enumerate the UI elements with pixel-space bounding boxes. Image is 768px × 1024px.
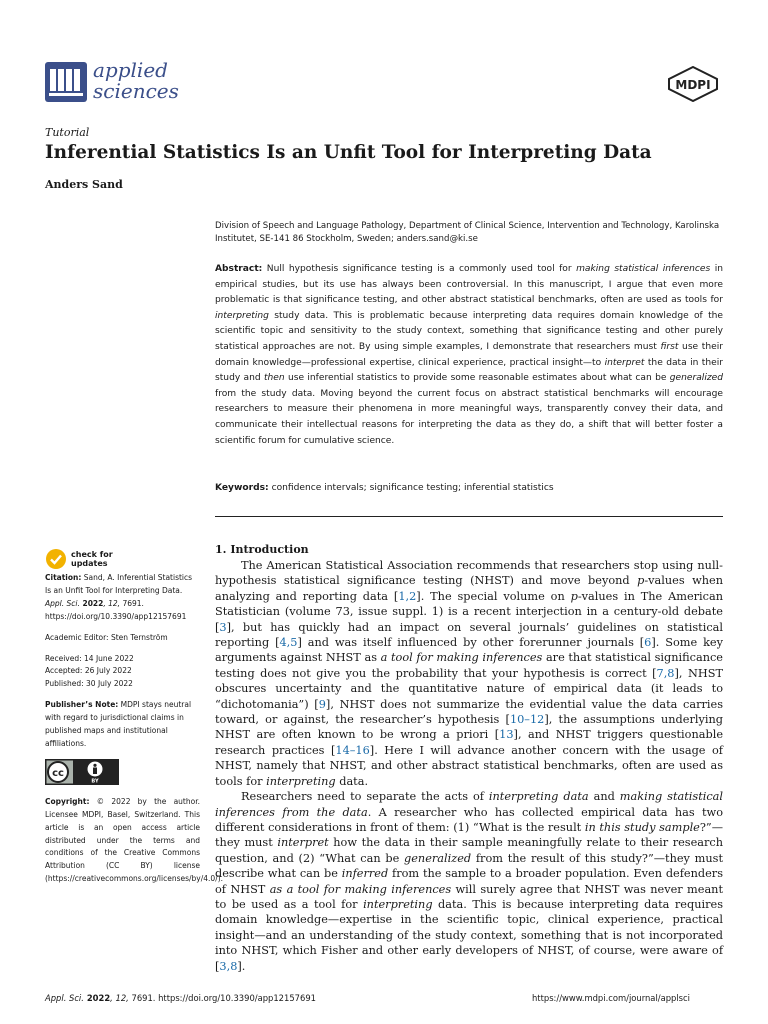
article-type: Tutorial — [45, 126, 90, 139]
paragraph-text: ], NHST does not summarize the evidential value the data carries toward, or against, the researcher’s hypothesis [ — [215, 697, 724, 727]
footer-doi[interactable]: 7691. https://doi.org/10.3390/app12157691 — [128, 993, 316, 1003]
reference-link[interactable]: 10–12 — [509, 713, 545, 727]
author-name: Anders Sand — [45, 178, 123, 191]
body-text — [215, 558, 723, 974]
copyright-label: Copyright: — [45, 796, 90, 806]
paragraph-text: ], and NHST triggers questionable research practices [ — [215, 728, 724, 757]
emphasis: p — [570, 589, 578, 603]
journal-name-line1: applied — [93, 58, 168, 82]
abstract-text: Null hypothesis significance testing is a commonly used tool for — [262, 264, 577, 274]
abstract-emphasis: interpret — [604, 357, 645, 368]
journal-name-line2: sciences — [93, 79, 179, 103]
copyright-notice — [45, 796, 224, 886]
paragraph-text: how the data in their sample meaningfully relate to their research question, and (2) “What can be — [215, 836, 723, 865]
reference-link[interactable]: 4,5 — [279, 636, 298, 650]
footer-volume: , 12, — [110, 993, 129, 1003]
accepted-date: Accepted: 26 July 2022 — [45, 666, 132, 676]
paragraph-text: ]. The special volume on — [416, 589, 571, 603]
emphasis: p — [637, 574, 645, 588]
citation-volume: , 12, — [103, 598, 121, 608]
abstract-emphasis: generalized — [669, 373, 723, 384]
journal-name — [93, 60, 179, 102]
footer-year: 2022 — [83, 993, 111, 1003]
abstract-text: in empirical studies, but its use has always been controversial. In this manuscript, I argue that even more problematic is that significance testing, and other abstract statistical benchmarks, often are used as tools for — [215, 264, 723, 306]
paragraph-text: ]. — [237, 959, 246, 973]
paragraph-text: Researchers need to separate the acts of — [241, 790, 489, 804]
journal-icon — [45, 62, 87, 102]
abstract-text: use inferential statistics to provide some reasonable estimates about what can be — [284, 373, 670, 384]
section-heading: 1. Introduction — [215, 543, 309, 556]
paragraph-text: ]. Some key arguments against NHST as — [215, 636, 723, 665]
received-date: Received: 14 June 2022 — [45, 653, 134, 663]
abstract-text: use their domain knowledge—professional expertise, clinical experience, practical insight—to — [215, 341, 723, 368]
abstract — [215, 262, 723, 449]
abstract-label: Abstract: — [215, 264, 263, 274]
publisher-note-text: MDPI stays neutral with regard to jurisdictional claims in published maps and institutional affiliations. — [45, 700, 192, 748]
paragraph-text: are that statistical significance testing does not give you the probability that your hypothesis is correct [ — [215, 651, 723, 680]
reference-link[interactable]: 3 — [219, 620, 227, 634]
sidebar — [45, 548, 224, 886]
paragraph-text: -values in The American Statistician (volume 73, issue suppl. 1) is a recent interjection in a century-old debate [ — [215, 589, 724, 634]
abstract-text: study data. This is problematic because interpreting data requires domain knowledge of the scientific topic and sensitivity to the study context, something that significance testing and other purely statistical approaches are not. By using simple examples, I demonstrate that researchers must — [215, 310, 723, 352]
divider — [215, 516, 723, 517]
footer-journal: Appl. Sci. — [45, 993, 84, 1003]
abstract-text: the data in their study and — [215, 357, 723, 384]
publisher-note-label: Publisher’s Note: — [45, 700, 119, 710]
paragraph-text: -values when analyzing and reporting data [ — [215, 574, 723, 603]
paragraph-text: from the sample to a broader population. Even defenders of NHST — [215, 867, 723, 896]
paragraph-text: ] and was itself influenced by other forerunner journals [ — [297, 636, 645, 650]
emphasis: interpreting — [266, 774, 336, 788]
abstract-emphasis: then — [263, 373, 285, 384]
emphasis: interpret — [277, 836, 329, 850]
citation-label: Citation: — [45, 573, 82, 582]
emphasis: generalized — [404, 851, 472, 865]
keywords — [215, 483, 723, 493]
paragraph-text: from the result of this study?”—they must describe what can be — [215, 851, 723, 881]
by-text: BY — [91, 778, 99, 785]
paragraph-text: data. — [335, 774, 369, 788]
publisher-note — [45, 699, 200, 751]
footer-citation — [45, 993, 316, 1003]
paragraph-text: . A researcher who has collected empirical data has two different considerations in front of them: (1) “What is the result — [215, 805, 723, 834]
copyright-text: © 2022 by the author. Licensee MDPI, Basel, Switzerland. This article is an open access article distributed under the terms and conditions of the Creative Commons Attribution (CC BY) license (https://creativecommons.org/licenses/by/4.0/). — [45, 796, 224, 884]
paragraph-text: will surely agree that NHST was never meant to be used as a tool for — [215, 882, 723, 911]
abstract-text: from the study data. Moving beyond the current focus on abstract statistical benchmarks will encourage researchers to measure their phenomena in more meaningful ways, transparently convey their data, and communicate their intellectual reasons for interpreting the data as they do, a shift that will better foster a scientific forum for cumulative science. — [215, 388, 723, 446]
reference-link[interactable]: 6 — [644, 636, 652, 650]
emphasis: inferred — [341, 867, 389, 881]
paragraph-text: ], but has quickly had an impact on several journals’ guidelines on statistical reporting [ — [215, 620, 723, 650]
citation — [45, 572, 200, 624]
paragraph-text: ], NHST obscures uncertainty and the quantitative nature of empirical data (it leads to “dichotomania”) [ — [215, 666, 723, 711]
cc-by-license-icon[interactable] — [45, 759, 119, 785]
cc-text: cc — [52, 767, 64, 779]
footer-journal-url[interactable]: https://www.mdpi.com/journal/applsci — [532, 993, 690, 1003]
emphasis: in this study sample — [584, 820, 700, 834]
reference-link[interactable]: 14–16 — [335, 743, 370, 757]
paragraph-text: ?”—they must — [215, 820, 724, 850]
paragraph — [215, 558, 723, 789]
paragraph-text: and — [588, 790, 620, 804]
reference-link[interactable]: 3,8 — [219, 959, 238, 973]
academic-editor: Academic Editor: Sten Ternström — [45, 632, 168, 642]
check-updates-line1: check for — [71, 550, 113, 559]
emphasis: making statistical inferences from the data — [215, 790, 724, 819]
emphasis: interpreting data — [488, 790, 589, 804]
abstract-emphasis: interpreting — [215, 310, 269, 321]
abstract-emphasis: first — [660, 341, 679, 352]
paragraph-text: ], the assumptions underlying NHST are often known to be wrong a priori [ — [215, 713, 723, 742]
paragraph — [215, 789, 723, 974]
citation-journal: Appl. Sci. — [45, 598, 80, 608]
keywords-label: Keywords: — [215, 483, 269, 493]
dates — [45, 653, 200, 692]
mdpi-logo-text: MDPI — [675, 78, 711, 92]
emphasis: as a tool for making inferences — [269, 882, 452, 896]
emphasis: a tool for making inferences — [380, 651, 543, 665]
abstract-emphasis: making statistical inferences — [576, 264, 711, 274]
journal-logo — [45, 60, 185, 110]
paper-title: Inferential Statistics Is an Unfit Tool for Interpreting Data — [45, 142, 652, 163]
emphasis: interpreting — [363, 897, 433, 911]
paragraph-text: ]. Here I will advance another concern with the usage of NHST, namely that NHST, and other abstract statistical benchmarks, often are used as tools for — [215, 743, 723, 788]
keywords-text: confidence intervals; significance testing; inferential statistics — [268, 483, 554, 493]
check-updates-text — [71, 550, 113, 568]
reference-link[interactable]: 13 — [499, 728, 514, 742]
reference-link[interactable]: 1,2 — [398, 589, 417, 603]
mdpi-logo — [667, 66, 719, 102]
paragraph-text: data. This is because interpreting data requires domain knowledge—expertise in the scientific topic, clinical experience, practical insight—and an understanding of the study context, something that is not incorporated into NHST, which Fisher and other early developers of NHST, of course, were aware of [ — [215, 897, 723, 973]
citation-year: 2022 — [79, 598, 104, 608]
published-date: Published: 30 July 2022 — [45, 679, 133, 689]
reference-link[interactable]: 7,8 — [656, 666, 675, 680]
paragraph-text: The American Statistical Association recommends that researchers stop using null-hypothesis statistical significance testing (NHST) and move beyond — [215, 559, 723, 588]
reference-link[interactable]: 9 — [318, 697, 326, 711]
check-updates-line2: updates — [71, 559, 108, 568]
citation-doi[interactable]: 7691. https://doi.org/10.3390/app12157691 — [45, 598, 187, 621]
citation-text: Sand, A. Inferential Statistics Is an Unfit Tool for Interpreting Data. — [45, 573, 193, 595]
affiliation: Division of Speech and Language Pathology, Department of Clinical Science, Intervention and Technology, Karolinska Institutet, SE-141 86 Stockholm, Sweden; anders.sand@ki.se — [215, 221, 720, 244]
check-for-updates-button[interactable] — [45, 548, 200, 570]
check-updates-icon — [45, 548, 67, 570]
